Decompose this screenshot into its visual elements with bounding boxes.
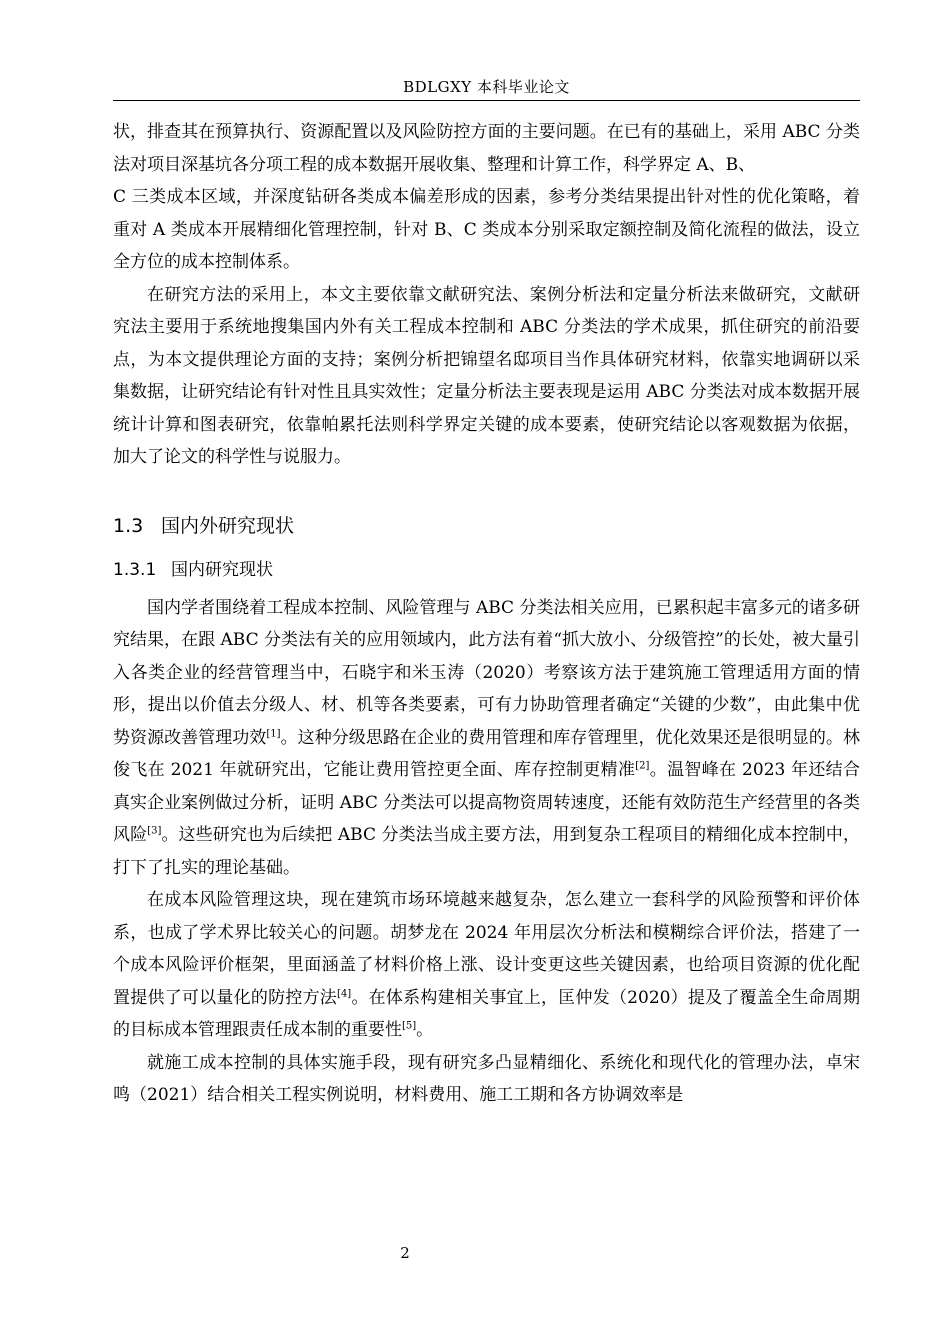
header-rule <box>113 100 860 101</box>
page-number: 2 <box>400 1244 410 1262</box>
citation-2: [2] <box>635 760 650 772</box>
subsection-heading <box>113 554 860 586</box>
paragraph-continued: 状，排查其在预算执行、资源配置以及风险防控方面的主要问题。在已有的基础上，采用 ABC 分类法对项目深基坑各分项工程的成本数据开展收集、整理和计算工作，科学界定 A、B、 <box>113 122 860 175</box>
text-run: 。 <box>416 1020 434 1040</box>
text-run: 在成本风险管理这块，现在建筑市场环境越来越复杂，怎么建立一套科学的风险预警和评价体系，也成了学术界比较关心的问题。胡梦龙在 2024 年用层次分析法和模糊综合评价法，搭建了一个成本风险评价框架，里面涵盖了材料价格上涨、设计变更这些关键因素，也给项目资源的优化配置提供了可以量化的防控方法 <box>113 890 860 1008</box>
paragraph-continued-2: C 三类成本区域，并深度钻研各类成本偏差形成的因素，参考分类结果提出针对性的优化策略，着重对 A 类成本开展精细化管理控制，针对 B、C 类成本分别采取定额控制及简化流程的做法，设立全方位的成本控制体系。 <box>113 187 860 272</box>
section-title: 国内外研究现状 <box>161 514 295 537</box>
citation-3: [3] <box>147 825 162 837</box>
text-run: 。这些研究也为后续把 ABC 分类法当成主要方法，用到复杂工程项目的精细化成本控制中，打下了扎实的理论基础。 <box>113 825 860 878</box>
text-run: 。这种分级思路在企业的费用管理和库存管理里，优化效果还是很明显的。林俊飞在 2021 年就研究出，它能让费用管控更全面、库存控制更精准 <box>113 727 861 780</box>
citation-5: [5] <box>402 1020 417 1032</box>
text-run: 国内学者围绕着工程成本控制、风险管理与 ABC 分类法相关应用，已累积起丰富多元的诸多研究结果，在跟 ABC 分类法有关的应用领域内，此方法有着“抓大放小、分级管控”的长处，被大量引入各类企业的经营管理当中，石晓宇和米玉涛（2020）考察该方法于建筑施工管理适用方面的情形，提出以价值去分级人、材、机等各类要素，可有力协助管理者确定“关键的少数”，由此集中优势资源改善管理功效 <box>113 597 860 748</box>
section-heading <box>113 510 860 542</box>
subsection-number: 1.3.1 <box>113 559 157 580</box>
paragraph-research-methods: 在研究方法的采用上，本文主要依靠文献研究法、案例分析法和定量分析法来做研究，文献研究法主要用于系统地搜集国内外有关工程成本控制和 ABC 分类法的学术成果，抓住研究的前沿要点，为本文提供理论方面的支持；案例分析把锦望名邸项目当作具体研究材料，依靠实地调研以采集数据，让研究结论有针对性且具实效性；定量分析法主要表现是运用 ABC 分类法对成本数据开展统计计算和图表研究，依靠帕累托法则科学界定关键的成本要素，使研究结论以客观数据为依据，加大了论文的科学性与说服力。 <box>113 284 860 467</box>
section-number: 1.3 <box>113 514 144 537</box>
citation-4: [4] <box>337 987 352 999</box>
paragraph-construction-cost: 就施工成本控制的具体实施手段，现有研究多凸显精细化、系统化和现代化的管理办法，卓宋鸣（2021）结合相关工程实例说明，材料费用、施工工期和各方协调效率是 <box>113 1052 860 1105</box>
paragraph-domestic-abc <box>113 592 860 885</box>
running-header: BDLGXY 本科毕业论文 <box>403 78 570 96</box>
text-run: 。在体系构建相关事宜上，匡仲发（2020）提及了覆盖全生命周期的目标成本管理跟责任成本制的重要性 <box>113 987 861 1040</box>
text-run: 。温智峰在 2023 年还结合真实企业案例做过分析，证明 ABC 分类法可以提高物资周转速度，还能有效防范生产经营里的各类风险 <box>113 760 860 845</box>
paragraph-cost-risk <box>113 884 860 1047</box>
page-body <box>113 116 860 1112</box>
citation-1: [1] <box>266 727 281 739</box>
subsection-title: 国内研究现状 <box>171 559 273 580</box>
